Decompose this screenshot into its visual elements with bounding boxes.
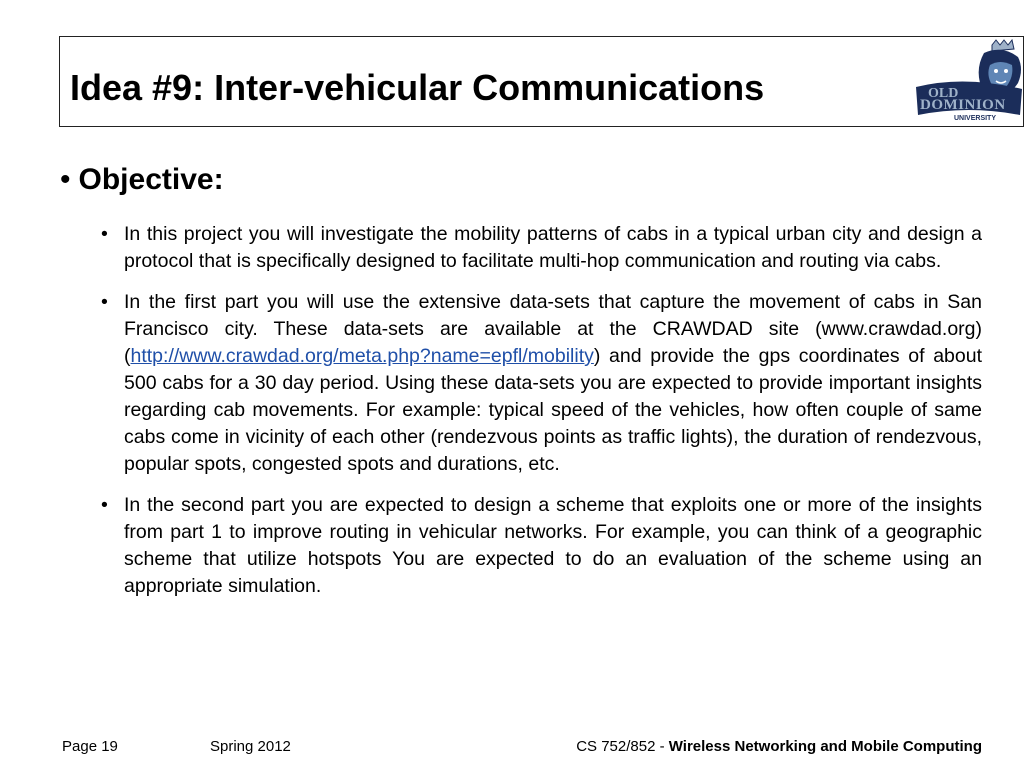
footer-course-name: Wireless Networking and Mobile Computing [668,738,982,755]
university-logo [914,39,1024,125]
bullet-list [101,221,982,614]
logo-text-dominion: DOMINION [920,97,1006,113]
footer-term: Spring 2012 [210,738,291,755]
crawdad-link[interactable]: http://www.crawdad.org/meta.php?name=epfl/mobility [130,345,594,367]
title-box [59,36,1024,127]
footer-course-code: CS 752/852 - [576,738,669,755]
crown-icon [992,40,1014,51]
bullet-item-3 [101,492,982,600]
bullet-text-before-link: In the first part you will use the extensive data-sets that capture the movement of cabs in San Francisco city. These data-sets are available at the CRAWDAD site (www.crawdad.org) ( [124,291,982,367]
slide-title: Idea #9: Inter-vehicular Communications [70,67,765,108]
footer-page-number: Page 19 [62,738,118,755]
bullet-item-2 [101,289,982,478]
logo-text-old: OLD [928,86,959,101]
bullet-marker: • [101,494,108,516]
objective-label: Objective: [78,163,224,196]
footer-course [576,738,982,755]
logo-text-university: UNIVERSITY [954,115,997,122]
bullet-text: In the second part you are expected to design a scheme that exploits one or more of the insights from part 1 to improve routing in vehicular networks. For example, you can think of a geographic scheme that utilize hotspots You are expected to do an evaluation of the scheme using an appropriate simulation. [124,494,982,597]
bullet-text-after-link: ) and provide the gps coordinates of about 500 cabs for a 30 day period. Using these data-sets you are expected to provide important insights regarding cab movements. For example: typical speed of the vehicles, how often couple of same cabs come in vicinity of each other (rendezvous points as traffic lights), the duration of rendezvous, popular spots, congested spots and durations, etc. [124,345,982,475]
bullet-text: In this project you will investigate the mobility patterns of cabs in a typical urban city and design a protocol that is specifically designed to facilitate multi-hop communication and routing via cabs. [124,223,982,272]
objective-bullet: • [60,163,71,196]
objective-heading [60,163,224,197]
bullet-marker: • [101,223,108,245]
bullet-marker: • [101,291,108,313]
bullet-item-1 [101,221,982,275]
